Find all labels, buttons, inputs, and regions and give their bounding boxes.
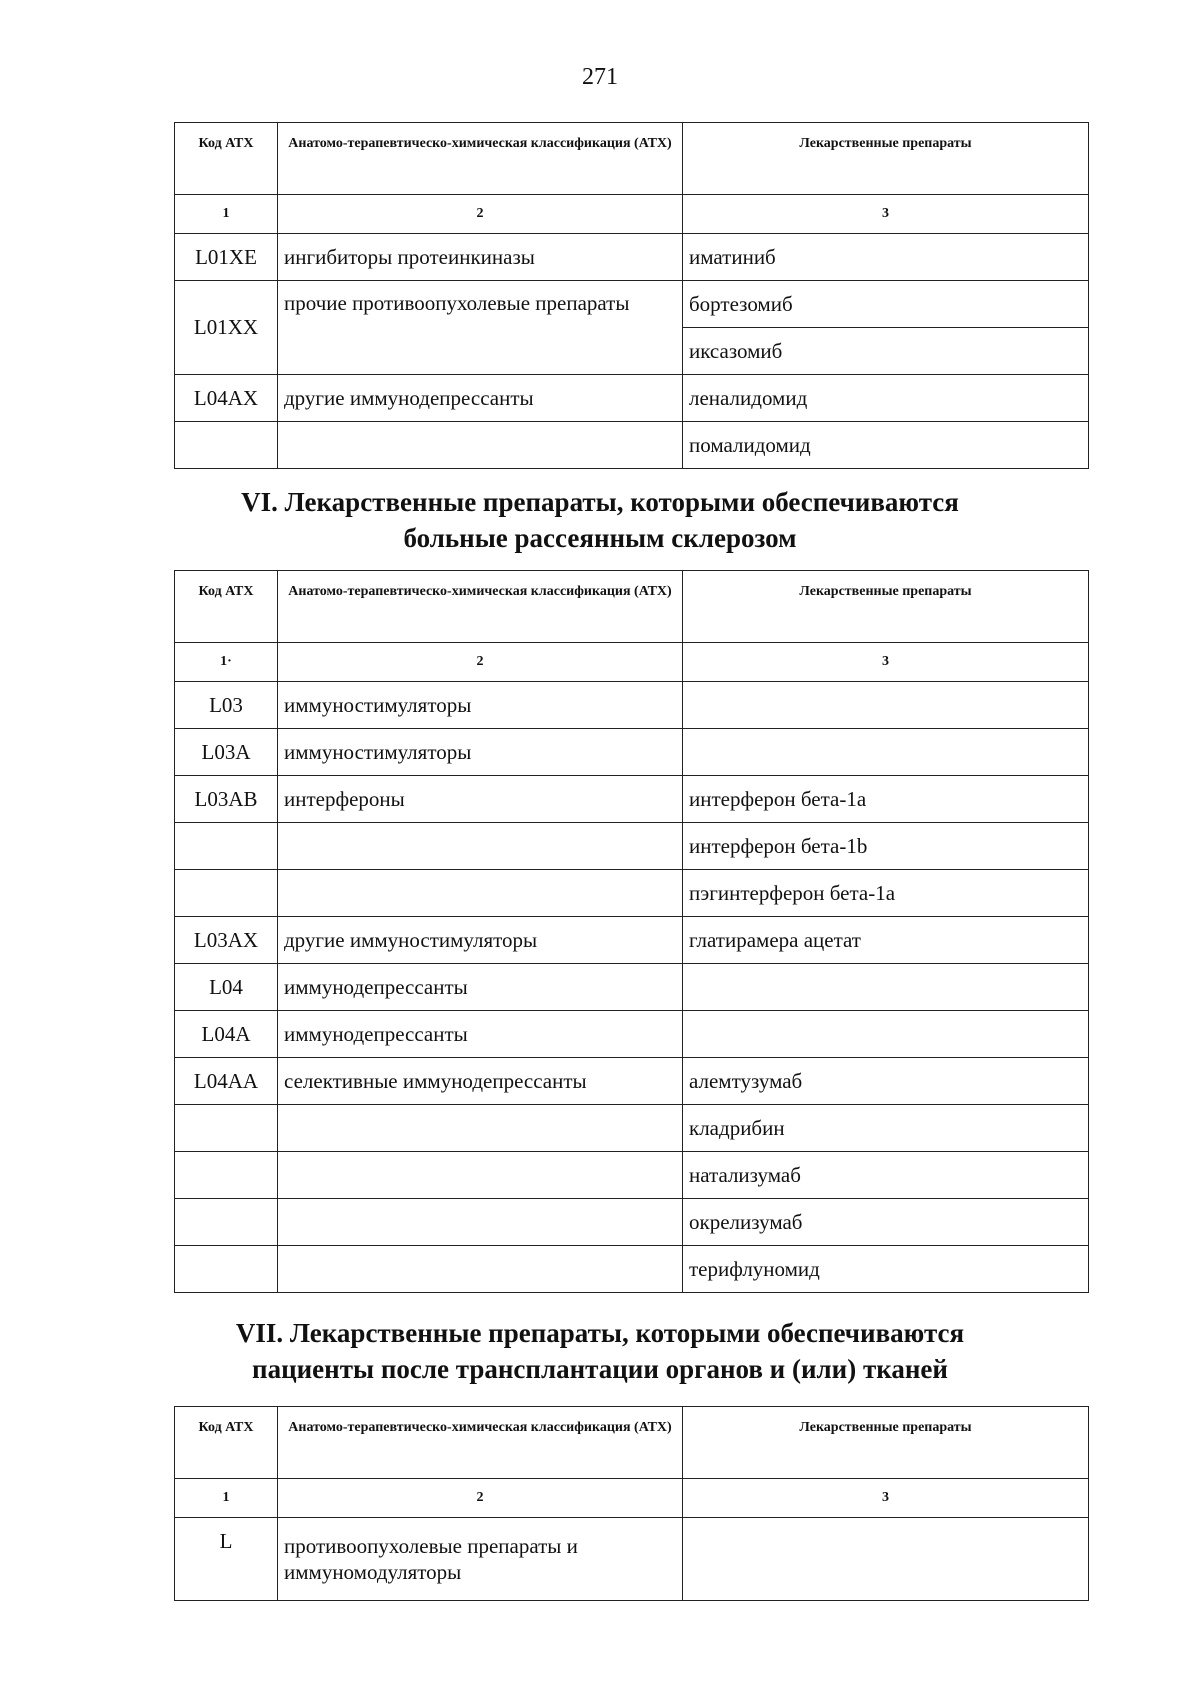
section-vi-title	[0, 484, 1200, 556]
column-number: 2	[278, 195, 683, 234]
column-number: 1	[175, 1479, 278, 1518]
atx-classification: прочие противоопухолевые препараты	[278, 281, 683, 375]
table-row	[175, 823, 1089, 870]
atx-code: L04A	[175, 1011, 278, 1058]
atx-code: L03A	[175, 729, 278, 776]
header-drugs: Лекарственные препараты	[683, 571, 1089, 643]
atx-classification: другие иммунодепрессанты	[278, 375, 683, 422]
table-row	[175, 1518, 1089, 1601]
atx-classification	[278, 422, 683, 469]
drug-name: интерферон бета-1a	[683, 776, 1089, 823]
table-row	[175, 870, 1089, 917]
atx-code: L04	[175, 964, 278, 1011]
section-title-line: пациенты после трансплантации органов и (или) тканей	[252, 1354, 948, 1384]
column-number: 3	[683, 643, 1089, 682]
table-row	[175, 917, 1089, 964]
column-number: 2	[278, 643, 683, 682]
atx-code: L01XX	[175, 281, 278, 375]
column-number: 1·	[175, 643, 278, 682]
header-code: Код АТХ	[175, 123, 278, 195]
table-row	[175, 234, 1089, 281]
drug-name: пэгинтерферон бета-1a	[683, 870, 1089, 917]
header-code: Код АТХ	[175, 571, 278, 643]
drug-name: иксазомиб	[683, 328, 1089, 375]
atx-classification: иммунодепрессанты	[278, 1011, 683, 1058]
atx-classification	[278, 1246, 683, 1293]
column-number: 2	[278, 1479, 683, 1518]
table-row	[175, 1011, 1089, 1058]
atx-classification	[278, 823, 683, 870]
table-row	[175, 375, 1089, 422]
drug-name	[683, 729, 1089, 776]
header-drugs: Лекарственные препараты	[683, 123, 1089, 195]
drug-name: бортезомиб	[683, 281, 1089, 328]
atx-code: L01XE	[175, 234, 278, 281]
atx-classification: иммуностимуляторы	[278, 729, 683, 776]
atx-code	[175, 1152, 278, 1199]
atx-table-multiple-sclerosis	[174, 570, 1089, 1293]
table-row	[175, 776, 1089, 823]
drug-name: терифлуномид	[683, 1246, 1089, 1293]
atx-code: L04AA	[175, 1058, 278, 1105]
column-number: 3	[683, 1479, 1089, 1518]
atx-code	[175, 823, 278, 870]
atx-classification: другие иммуностимуляторы	[278, 917, 683, 964]
column-number-row	[175, 1479, 1089, 1518]
atx-code	[175, 1105, 278, 1152]
atx-code: L03AX	[175, 917, 278, 964]
drug-name: иматиниб	[683, 234, 1089, 281]
atx-classification	[278, 870, 683, 917]
drug-name: алемтузумаб	[683, 1058, 1089, 1105]
table-row	[175, 281, 1089, 328]
header-code: Код АТХ	[175, 1407, 278, 1479]
drug-name: кладрибин	[683, 1105, 1089, 1152]
table-row	[175, 422, 1089, 469]
header-classification: Анатомо-терапевтическо-химическая классификация (АТХ)	[278, 123, 683, 195]
header-classification: Анатомо-терапевтическо-химическая классификация (АТХ)	[278, 571, 683, 643]
atx-classification	[278, 1105, 683, 1152]
atx-classification: противоопухолевые препараты и иммуномодуляторы	[278, 1518, 683, 1601]
table-header-row	[175, 123, 1089, 195]
drug-name: глатирамера ацетат	[683, 917, 1089, 964]
atx-classification: иммунодепрессанты	[278, 964, 683, 1011]
table-row	[175, 964, 1089, 1011]
header-drugs: Лекарственные препараты	[683, 1407, 1089, 1479]
table-row	[175, 729, 1089, 776]
atx-code	[175, 1199, 278, 1246]
drug-name: окрелизумаб	[683, 1199, 1089, 1246]
table-row	[175, 1199, 1089, 1246]
drug-name: интерферон бета-1b	[683, 823, 1089, 870]
atx-classification: селективные иммунодепрессанты	[278, 1058, 683, 1105]
table-row	[175, 1058, 1089, 1105]
atx-code: L	[175, 1518, 278, 1601]
drug-name: помалидомид	[683, 422, 1089, 469]
section-vii-title	[0, 1315, 1200, 1387]
atx-classification: иммуностимуляторы	[278, 682, 683, 729]
atx-code	[175, 422, 278, 469]
atx-code: L03AB	[175, 776, 278, 823]
atx-code: L04AX	[175, 375, 278, 422]
table-row	[175, 1152, 1089, 1199]
section-title-line: больные рассеянным склерозом	[403, 523, 797, 553]
atx-classification: интерфероны	[278, 776, 683, 823]
table-row	[175, 682, 1089, 729]
drug-name: леналидомид	[683, 375, 1089, 422]
atx-table-continuation	[174, 122, 1089, 469]
atx-classification: ингибиторы протеинкиназы	[278, 234, 683, 281]
column-number-row	[175, 643, 1089, 682]
section-title-line: VII. Лекарственные препараты, которыми обеспечиваются	[235, 1318, 965, 1348]
atx-table-transplantation	[174, 1406, 1089, 1601]
drug-name	[683, 1011, 1089, 1058]
header-classification: Анатомо-терапевтическо-химическая классификация (АТХ)	[278, 1407, 683, 1479]
atx-code	[175, 1246, 278, 1293]
table-row	[175, 1246, 1089, 1293]
atx-code	[175, 870, 278, 917]
table-row	[175, 1105, 1089, 1152]
table-header-row	[175, 1407, 1089, 1479]
column-number: 1	[175, 195, 278, 234]
table-header-row	[175, 571, 1089, 643]
atx-classification	[278, 1152, 683, 1199]
drug-name: натализумаб	[683, 1152, 1089, 1199]
drug-name	[683, 1518, 1089, 1601]
atx-code: L03	[175, 682, 278, 729]
column-number: 3	[683, 195, 1089, 234]
page-number: 271	[582, 64, 618, 90]
column-number-row	[175, 195, 1089, 234]
drug-name	[683, 964, 1089, 1011]
atx-classification	[278, 1199, 683, 1246]
section-title-line: VI. Лекарственные препараты, которыми обеспечиваются	[241, 487, 959, 517]
drug-name	[683, 682, 1089, 729]
